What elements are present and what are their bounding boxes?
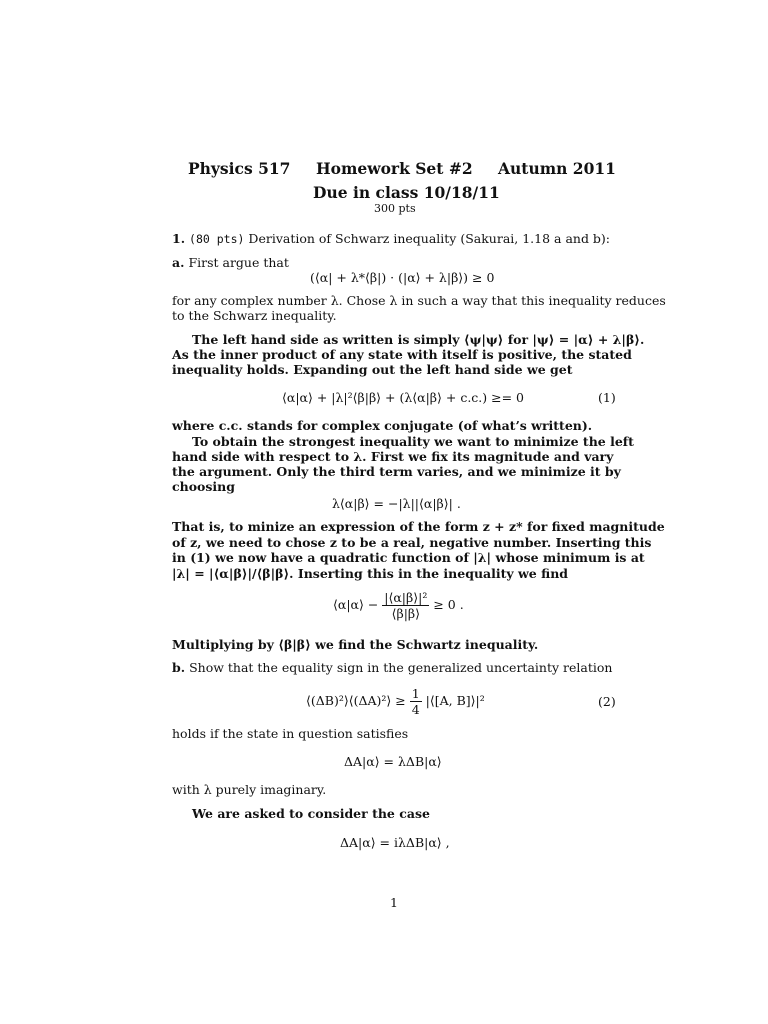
text-line: for any complex number λ. Chose λ in such a way that this inequality reduces [172, 293, 666, 308]
equation-2 [306, 686, 485, 717]
equation-2-number: (2) [598, 694, 616, 709]
equation-state: ΔA|α⟩ = λΔB|α⟩ [344, 754, 442, 769]
solution-line: inequality holds. Expanding out the left hand side we get [172, 362, 573, 377]
homework-title: Homework Set #2 [316, 159, 473, 178]
equation-choose: λ⟨α|β⟩ = −|λ||⟨α|β⟩| . [332, 496, 461, 511]
solution-line: hand side with respect to λ. First we fix its magnitude and vary [172, 449, 614, 464]
total-points: 300 pts [374, 202, 416, 215]
problem-title: Derivation of Schwarz inequality (Sakurai, 1.18 a and b): [248, 231, 611, 246]
eq2-fraction [410, 686, 422, 717]
solution-line: That is, to minize an expression of the form z + z* for fixed magnitude [172, 519, 665, 534]
term-label: Autumn 2011 [498, 159, 616, 178]
text-line: holds if the state in question satisfies [172, 726, 409, 741]
part-b-text: Show that the equality sign in the generalized uncertainty relation [189, 660, 613, 675]
equation-1: ⟨α|α⟩ + |λ|²⟨β|β⟩ + (λ⟨α|β⟩ + c.c.) ≥= 0 [282, 390, 524, 405]
text-line: with λ purely imaginary. [172, 782, 327, 797]
part-a-label: a. [172, 255, 185, 270]
solution-line: where c.c. stands for complex conjugate (of what’s written). [172, 418, 593, 433]
eq-min-numerator: |⟨α|β⟩|² [384, 590, 428, 605]
problem-heading [172, 231, 610, 247]
eq-min-left: ⟨α|α⟩ − [333, 597, 379, 612]
solution-line: choosing [172, 479, 235, 494]
equation-1-number: (1) [598, 390, 616, 405]
solution-line: We are asked to consider the case [192, 806, 430, 821]
equation-prompt: (⟨α| + λ*⟨β|) · (|α⟩ + λ|β⟩) ≥ 0 [310, 270, 495, 285]
eq2-right: |⟨[A, B]⟩|² [425, 693, 485, 708]
page-number: 1 [390, 895, 398, 910]
eq-min-right: ≥ 0 . [433, 597, 464, 612]
solution-line: To obtain the strongest inequality we want to minimize the left [192, 434, 634, 449]
solution-line: |λ| = |⟨α|β⟩|/⟨β|β⟩. Inserting this in the inequality we find [172, 566, 569, 581]
course-title: Physics 517 [188, 159, 291, 178]
eq2-numerator: 1 [411, 686, 420, 701]
text-line: to the Schwarz inequality. [172, 308, 337, 323]
solution-line: in (1) we now have a quadratic function of |λ| whose minimum is at [172, 550, 645, 565]
eq-min-denominator: ⟨β|β⟩ [382, 605, 429, 621]
part-b-prompt [172, 660, 612, 676]
problem-points: (80 pts) [189, 232, 245, 246]
eq2-left: ⟨(ΔB)²⟩⟨(ΔA)²⟩ ≥ [306, 693, 406, 708]
solution-line: of z, we need to chose z to be a real, negative number. Inserting this [172, 535, 652, 550]
due-date: Due in class 10/18/11 [313, 183, 500, 202]
part-a-prompt [172, 255, 289, 271]
part-a-text: First argue that [188, 255, 289, 270]
solution-line: The left hand side as written is simply ⟨ψ|ψ⟩ for |ψ⟩ = |α⟩ + λ|β⟩. [192, 332, 645, 347]
equation-minimum [333, 590, 464, 621]
part-b-label: b. [172, 660, 186, 675]
problem-number: 1. [172, 231, 186, 246]
equation-case: ΔA|α⟩ = iλΔB|α⟩ , [340, 835, 450, 850]
solution-line: As the inner product of any state with itself is positive, the stated [172, 347, 632, 362]
eq-min-fraction [382, 590, 429, 621]
solution-line: the argument. Only the third term varies, and we minimize it by [172, 464, 621, 479]
eq2-denominator: 4 [411, 702, 420, 717]
solution-line: Multiplying by ⟨β|β⟩ we find the Schwartz inequality. [172, 637, 539, 652]
